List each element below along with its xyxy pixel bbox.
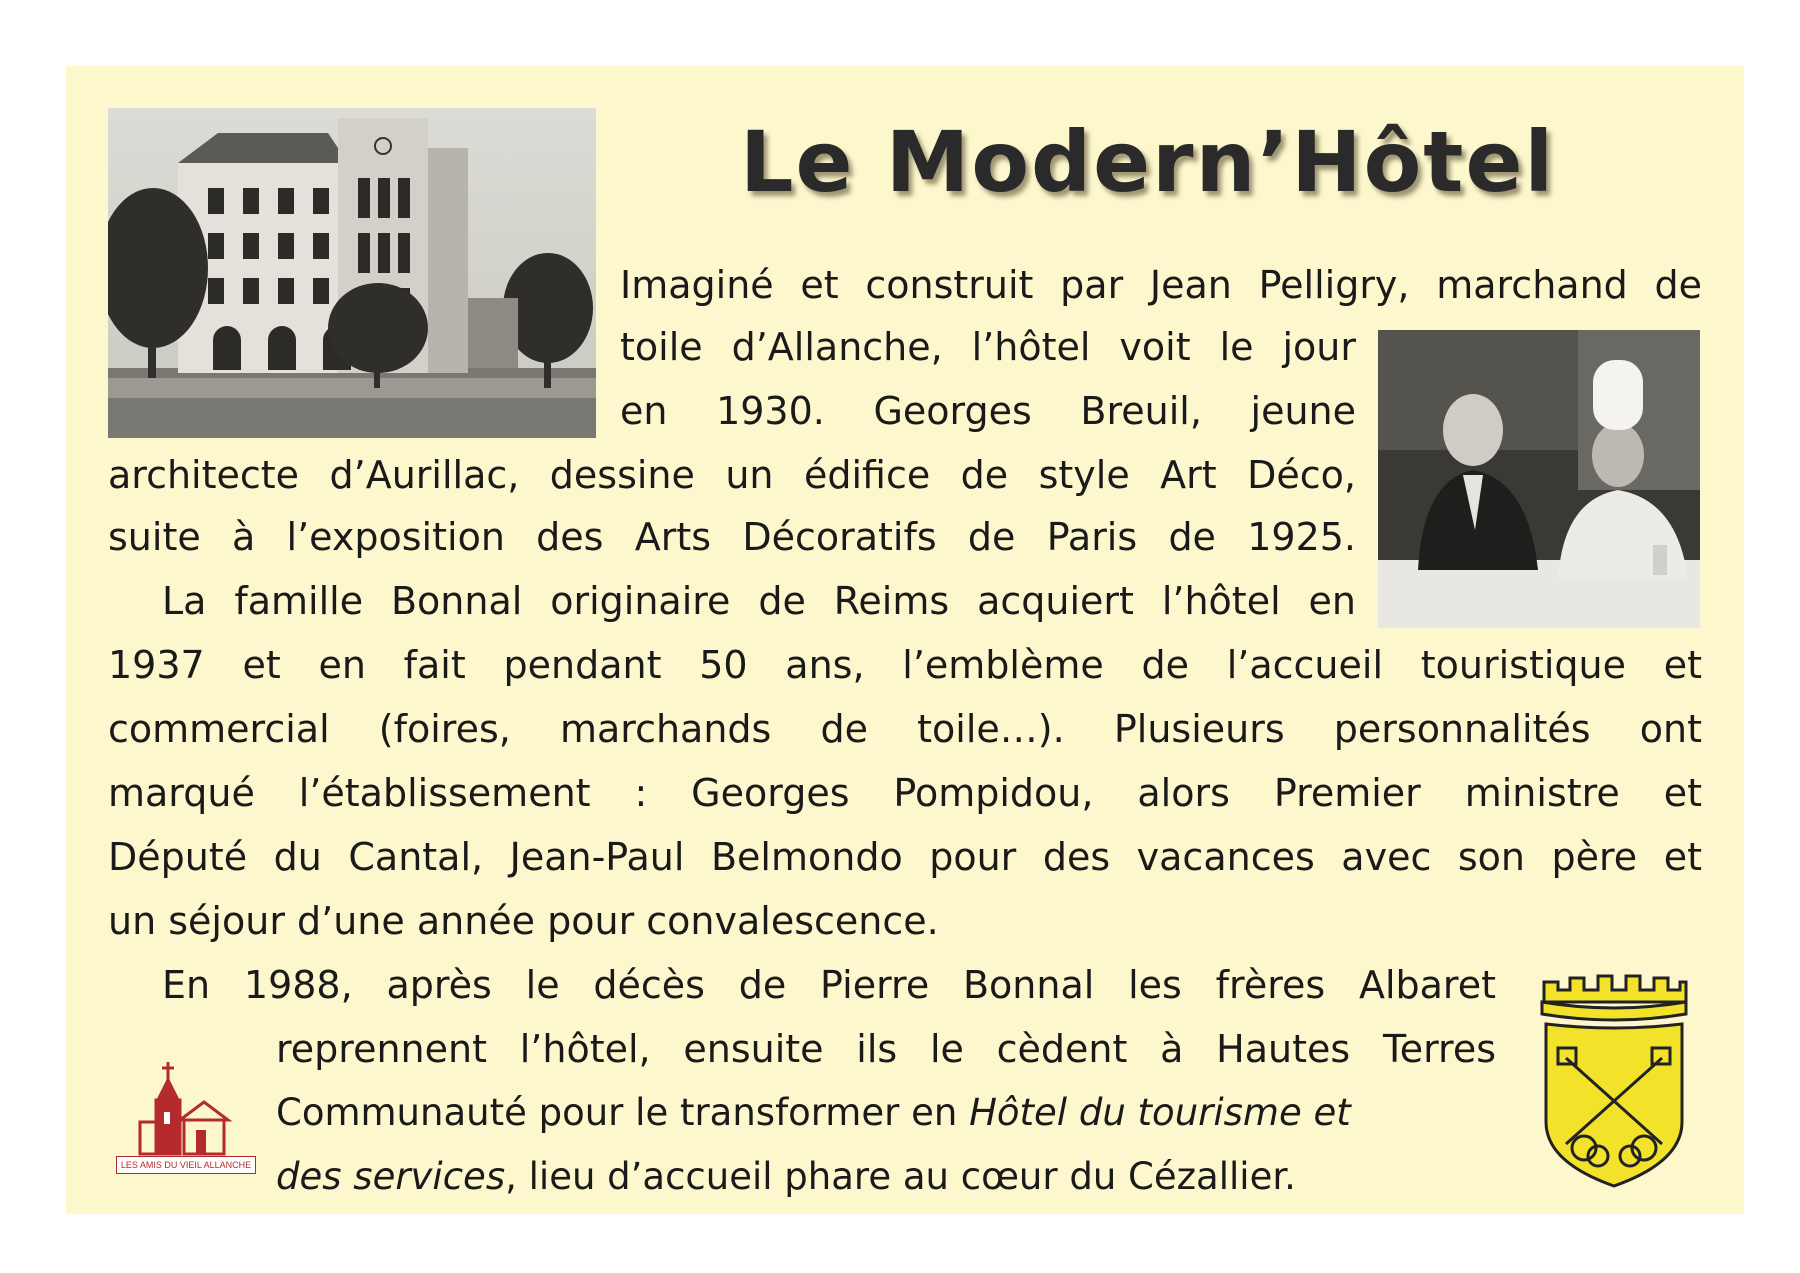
paragraph-1-line-4: architecte d’Aurillac, dessine un édifice de style Art Déco, bbox=[108, 453, 1356, 497]
paragraph-1-line-3: en 1930. Georges Breuil, jeune bbox=[620, 389, 1356, 433]
hotel-photo bbox=[108, 108, 596, 438]
page-title: Le Modern’Hôtel bbox=[740, 113, 1556, 211]
shield-keys-icon bbox=[1536, 972, 1692, 1190]
paragraph-2-line-6: un séjour d’une année pour convalescence. bbox=[108, 899, 939, 943]
paragraph-3-line-3 bbox=[276, 1090, 1496, 1136]
allanche-coat-of-arms bbox=[1536, 972, 1692, 1190]
association-logo bbox=[136, 1060, 236, 1156]
paragraph-2-line-2: 1937 et en fait pendant 50 ans, l’emblème de l’accueil touristique et bbox=[108, 643, 1702, 687]
paragraph-3-line-4-text: , lieu d’accueil phare au cœur du Cézallier. bbox=[505, 1155, 1296, 1198]
paragraph-2-line-4: marqué l’établissement : Georges Pompidou, alors Premier ministre et bbox=[108, 771, 1702, 815]
bonnal-chef-photo bbox=[1378, 330, 1700, 628]
paragraph-1-line-5: suite à l’exposition des Arts Décoratifs de Paris de 1925. bbox=[108, 515, 1356, 559]
paragraph-2-line-3: commercial (foires, marchands de toile…). Plusieurs personnalités ont bbox=[108, 707, 1702, 751]
paragraph-1-line-2: toile d’Allanche, l’hôtel voit le jour bbox=[620, 325, 1356, 369]
paragraph-2-line-1: La famille Bonnal originaire de Reims acquiert l’hôtel en bbox=[162, 579, 1356, 623]
hotel-tourisme-italic: Hôtel du tourisme et bbox=[969, 1091, 1351, 1134]
paragraph-2-line-5: Député du Cantal, Jean-Paul Belmondo pour des vacances avec son père et bbox=[108, 835, 1702, 879]
paragraph-1-line-1: Imaginé et construit par Jean Pelligry, marchand de bbox=[620, 263, 1702, 307]
association-logo-text: LES AMIS DU VIEIL ALLANCHE bbox=[116, 1156, 256, 1174]
paragraph-3-line-1: En 1988, après le décès de Pierre Bonnal les frères Albaret bbox=[162, 963, 1496, 1007]
paragraph-3-line-3-text: Communauté pour le transformer en bbox=[276, 1091, 970, 1134]
church-icon bbox=[136, 1060, 236, 1156]
des-services-italic: des services bbox=[276, 1155, 506, 1198]
paragraph-3-line-4 bbox=[276, 1154, 1296, 1200]
paragraph-3-line-2: reprennent l’hôtel, ensuite ils le cèdent à Hautes Terres bbox=[276, 1027, 1496, 1071]
